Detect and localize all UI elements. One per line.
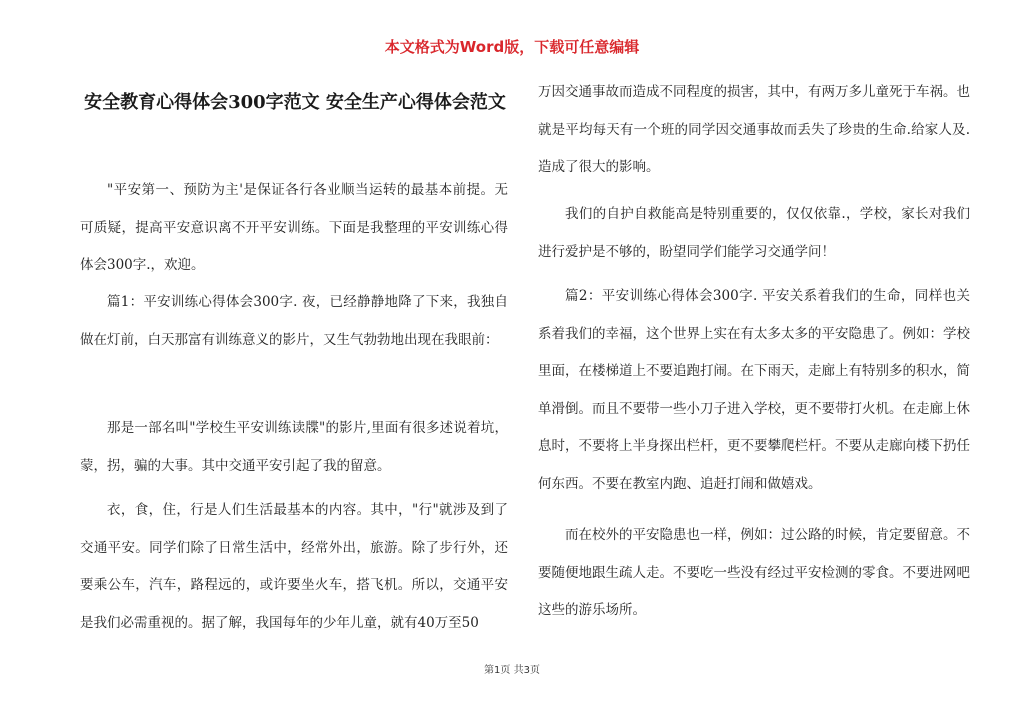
article1-opening: 篇1：平安训练心得体会300字. 夜，已经静静地降了下来，我独自做在灯前，白天那富有训练意义的影片，又生气勃勃地出现在我眼前：	[80, 294, 508, 348]
article2-school-safety: 篇2：平安训练心得体会300字. 平安关系着我们的生命，同样也关系着我们的幸福，这个世界上实在有太多太多的平安隐患了。例如：学校里面，在楼梯道上不要追跑打闹。在下雨天，走廊上有特别多的积水，简单滑倒。而且不要带一些小刀子进入学校，更不要带打火机。在走廊上休息时，不要将上半身探出栏杆，更不要攀爬栏杆。不要从走廊向楼下扔任何东西。不要在教室内跑、追赶打闹和做嬉戏。	[538, 288, 970, 492]
intro-paragraph: "平安第一、预防为主'是保证各行各业顺当运转的最基本前提。无可质疑，提高平安意识离不开平安训练。下面是我整理的平安训练心得体会300字.，欢迎。	[80, 182, 508, 273]
self-protection-paragraph: 我们的自护自救能高是特别重要的，仅仅依靠.，学校，家长对我们进行爱护是不够的，盼望同学们能学习交通学问！	[538, 206, 970, 260]
article1-continuation: 万因交通事故而造成不同程度的损害，其中，有两万多儿童死于车祸。也就是平均每天有一个班的同学因交通事故而丢失了珍贵的生命.给家人及.造成了很大的影响。	[538, 84, 970, 175]
article2-outside-safety: 而在校外的平安隐患也一样，例如：过公路的时候，肯定要留意。不要随便地跟生疏人走。不要吃一些没有经过平安检测的零食。不要进网吧这些的游乐场所。	[538, 527, 970, 618]
page-number: 第1页 共3页	[484, 665, 540, 676]
format-banner: 本文格式为Word版，下载可任意编辑	[384, 38, 640, 56]
article1-traffic-paragraph: 衣，食，住，行是人们生活最基本的内容。其中，"行"就涉及到了交通平安。同学们除了日常生活中，经常外出，旅游。除了步行外，还要乘公车，汽车，路程远的，或许要坐火车，搭飞机。所以，交通平安是我们必需重视的。据了解，我国每年的少年儿童，就有40万至50	[80, 502, 508, 631]
document-title: 安全教育心得体会300字范文 安全生产心得体会范文	[84, 92, 506, 113]
article1-film-paragraph: 那是一部名叫"学校生平安训练读牒"的影片,里面有很多述说着坑，蒙，拐，骗的大事。其中交通平安引起了我的留意。	[80, 420, 508, 474]
